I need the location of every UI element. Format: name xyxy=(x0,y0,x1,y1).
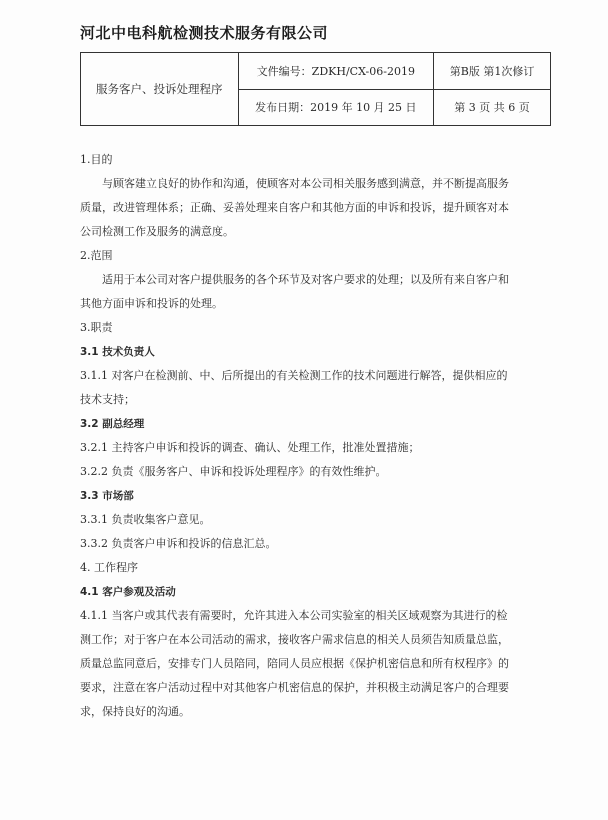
section-heading: 2.范围 xyxy=(80,249,113,262)
document-header-table xyxy=(80,52,551,126)
paragraph-line: 3.3.1 负责收集客户意见。 xyxy=(80,513,211,526)
paragraph-line: 求，保持良好的沟通。 xyxy=(80,705,190,718)
document-body xyxy=(80,148,548,724)
document-number: 文件编号：ZDKH/CX-06-2019 xyxy=(238,53,434,90)
page-number: 第 3 页 共 6 页 xyxy=(434,89,551,126)
paragraph-line: 4.1.1 当客户或其代表有需要时，允许其进入本公司实验室的相关区域观察为其进行的检 xyxy=(80,609,508,622)
subsection-heading: 3.3 市场部 xyxy=(80,490,134,502)
paragraph-line: 公司检测工作及服务的满意度。 xyxy=(80,225,234,238)
paragraph-line: 其他方面申诉和投诉的处理。 xyxy=(80,297,223,310)
subsection-heading: 3.1 技术负责人 xyxy=(80,346,155,358)
paragraph-line: 与顾客建立良好的协作和沟通，使顾客对本公司相关服务感到满意，并不断提高服务 xyxy=(102,177,509,190)
paragraph-line: 质量总监同意后，安排专门人员陪同，陪同人员应根据《保护机密信息和所有权程序》的 xyxy=(80,657,509,670)
subsection-heading: 3.2 副总经理 xyxy=(80,418,145,430)
paragraph-line: 3.2.1 主持客户申诉和投诉的调查、确认、处理工作，批准处置措施； xyxy=(80,441,420,454)
paragraph-line: 质量，改进管理体系；正确、妥善处理来自客户和其他方面的申诉和投诉，提升顾客对本 xyxy=(80,201,509,214)
paragraph-line: 3.1.1 对客户在检测前、中、后所提出的有关检测工作的技术问题进行解答，提供相应的 xyxy=(80,369,508,382)
paragraph-line: 技术支持； xyxy=(80,393,135,406)
document-version: 第B版 第1次修订 xyxy=(434,53,551,90)
section-heading: 1.目的 xyxy=(80,153,113,166)
paragraph-line: 适用于本公司对客户提供服务的各个环节及对客户要求的处理；以及所有来自客户和 xyxy=(102,273,509,286)
document-title: 服务客户、投诉处理程序 xyxy=(81,53,239,126)
company-name: 河北中电科航检测技术服务有限公司 xyxy=(80,24,329,42)
section-heading: 3.职责 xyxy=(80,321,113,334)
subsection-heading: 4.1 客户参观及活动 xyxy=(80,586,176,598)
paragraph-line: 测工作；对于客户在本公司活动的需求，接收客户需求信息的相关人员须告知质量总监， xyxy=(80,633,509,646)
paragraph-line: 3.2.2 负责《服务客户、申诉和投诉处理程序》的有效性维护。 xyxy=(80,465,387,478)
release-date: 发布日期：2019 年 10 月 25 日 xyxy=(238,89,434,126)
paragraph-line: 要求，注意在客户活动过程中对其他客户机密信息的保护，并积极主动满足客户的合理要 xyxy=(80,681,509,694)
section-heading: 4. 工作程序 xyxy=(80,561,138,574)
paragraph-line: 3.3.2 负责客户申诉和投诉的信息汇总。 xyxy=(80,537,277,550)
